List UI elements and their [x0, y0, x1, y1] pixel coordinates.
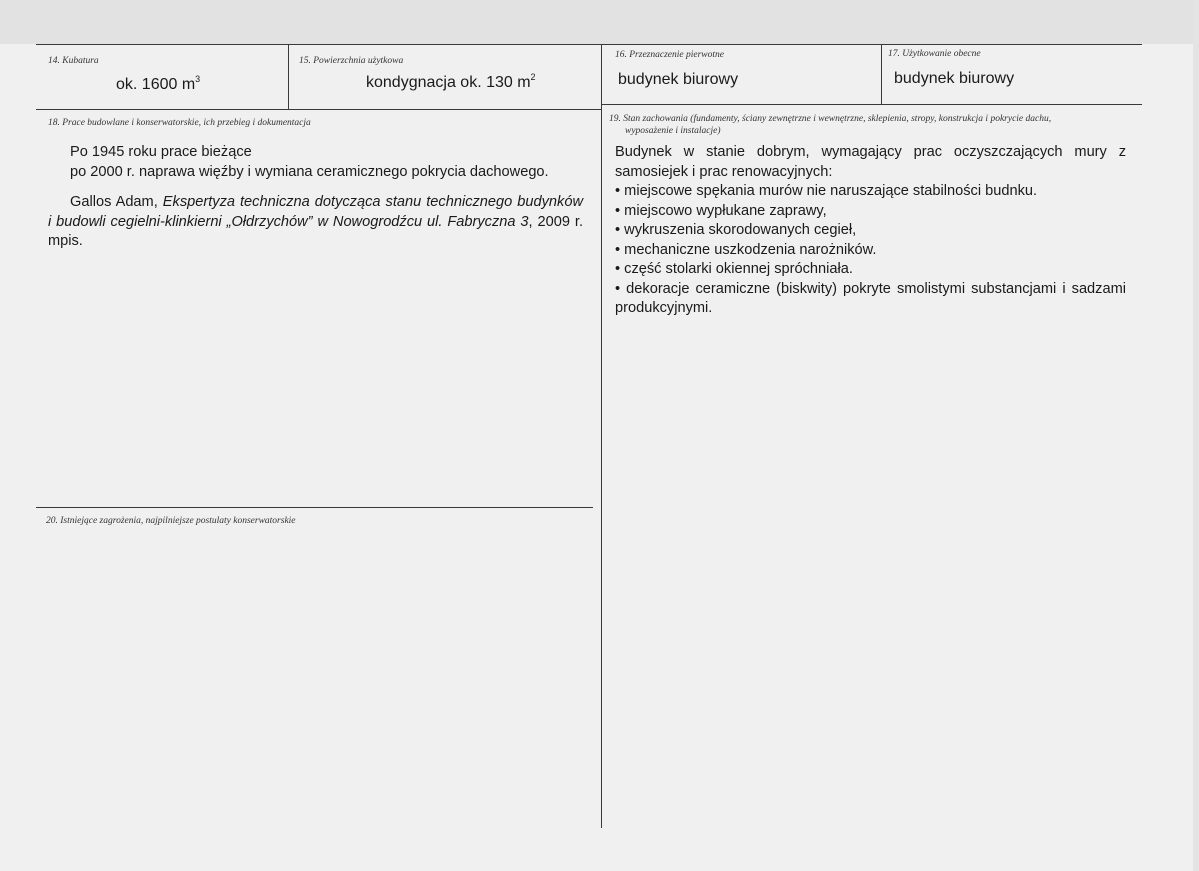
divider-14-15: [288, 44, 289, 109]
scan-top-strip: [0, 0, 1199, 44]
top-border-line: [36, 44, 1142, 45]
field-14-value-text: ok. 1600 m: [116, 76, 196, 93]
field-16-value: budynek biurowy: [618, 71, 739, 88]
divider-16-17: [881, 44, 882, 105]
bibliography-tail: , 2009 r. mpis.: [48, 213, 584, 249]
field-15-value-exponent: 2: [530, 72, 536, 82]
field-15-label: 15. Powierzchnia użytkowa: [299, 56, 404, 66]
row-divider-line-right: [601, 104, 1142, 105]
section-divider-line: [36, 507, 593, 508]
field-18-line-1: Po 1945 roku prace bieżące: [70, 144, 252, 160]
field-17-label: 17. Użytkowanie obecne: [888, 49, 981, 59]
field-19-item-4: • mechaniczne uszkodzenia narożników.: [615, 241, 877, 258]
field-18-label: 18. Prace budowlane i konserwatorskie, ich przebieg i dokumentacja: [48, 118, 311, 128]
field-14-label: 14. Kubatura: [48, 56, 99, 66]
field-19-item-3: • wykruszenia skorodowanych cegieł,: [615, 222, 857, 238]
field-15-value-text: kondygnacja ok. 130 m: [366, 74, 531, 91]
field-19-label: [609, 113, 1051, 137]
field-19-label-line-2: wyposażenie i instalacje): [625, 126, 721, 136]
field-14-value: [116, 76, 200, 94]
field-18-bibliography: [48, 193, 583, 252]
field-19-intro: Budynek w stanie dobrym, wymagający prac oczyszczających mury z samosiejek i prac renowacyjnych:: [615, 144, 1126, 180]
field-20-label: 20. Istniejące zagrożenia, najpilniejsze postulaty konserwatorskie: [46, 516, 296, 526]
center-divider-line: [601, 44, 602, 828]
field-18-line-2: po 2000 r. naprawa więźby i wymiana ceramicznego pokrycia dachowego.: [70, 163, 549, 180]
field-18-content: [48, 143, 583, 252]
scan-right-edge: [1193, 0, 1199, 871]
field-17-value: budynek biurowy: [894, 70, 1015, 87]
field-15-value: [366, 74, 536, 92]
field-16-label: 16. Przeznaczenie pierwotne: [615, 50, 724, 60]
bibliography-title: Ekspertyza techniczna dotycząca stanu technicznego budynków i budowli cegielni-klinkierni „Ołdrzychów” w Nowogrodźcu ul. Fabryczna 3: [48, 194, 583, 230]
field-19-item-2: • miejscowo wypłukane zaprawy,: [615, 202, 827, 219]
field-19-content: [615, 143, 1126, 319]
field-19-item-6: • dekoracje ceramiczne (biskwity) pokryte smolistymi substancjami i sadzami produkcyjnymi.: [615, 280, 1126, 316]
field-19-label-line-1: 19. Stan zachowania (fundamenty, ściany zewnętrzne i wewnętrzne, sklepienia, stropy, konstrukcja i pokrycie dachu,: [609, 114, 1052, 124]
row-divider-line-left: [36, 109, 601, 110]
field-19-item-5: • część stolarki okiennej spróchniała.: [615, 261, 853, 277]
field-19-item-1: • miejscowe spękania murów nie naruszające stabilności budnku.: [615, 183, 1038, 199]
field-14-value-exponent: 3: [195, 74, 201, 84]
bibliography-author: Gallos Adam,: [70, 194, 163, 210]
